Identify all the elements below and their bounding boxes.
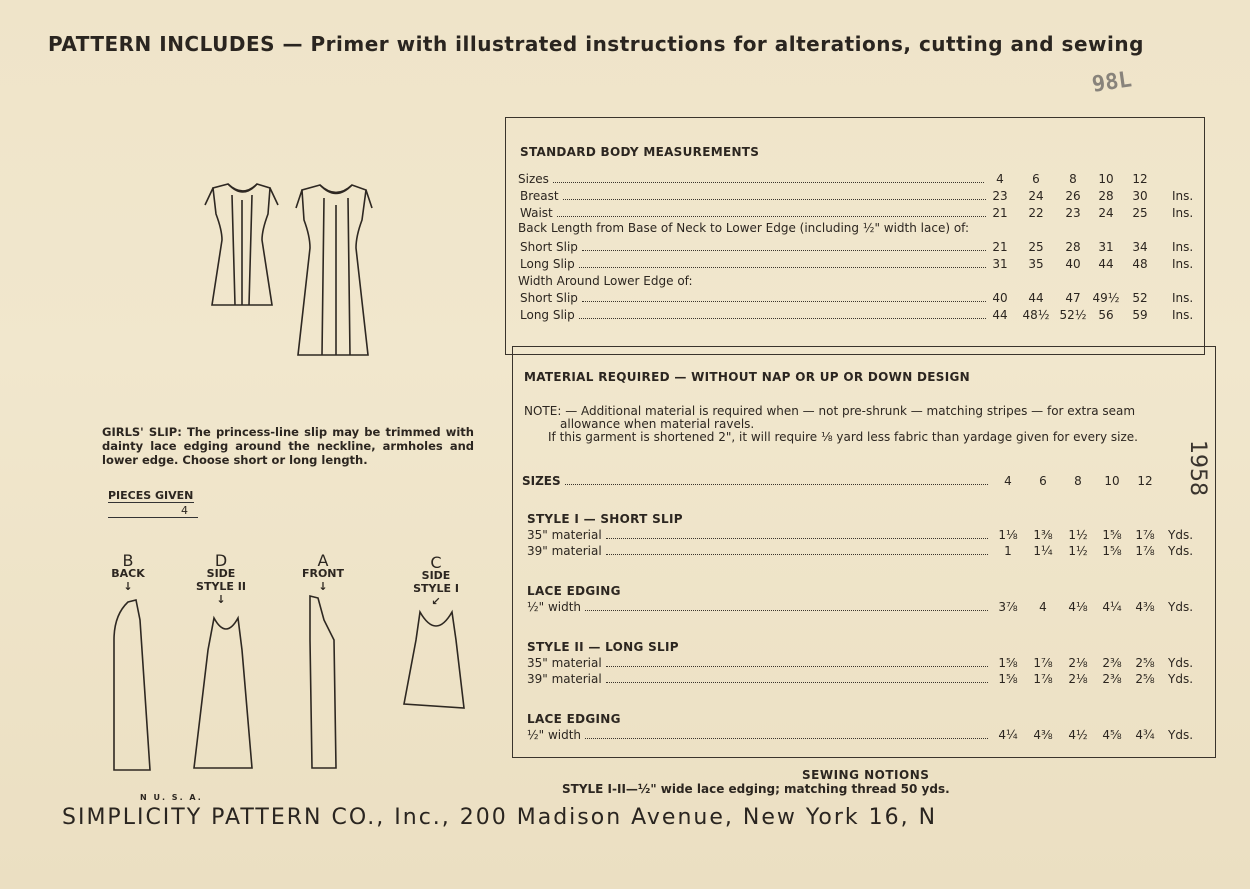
measurement-row: [520, 257, 990, 271]
measurement-value: 6: [1032, 172, 1040, 186]
measurement-value: 56: [1098, 308, 1114, 322]
measurement-value: 44: [1098, 257, 1114, 271]
dot-leader: [585, 610, 988, 611]
measurement-label: Short Slip: [520, 240, 578, 254]
material-group-title: LACE EDGING: [527, 584, 621, 598]
material-group-title: LACE EDGING: [527, 712, 621, 726]
dot-leader: [606, 682, 988, 683]
measurement-row: [520, 206, 990, 220]
piece-name: SIDE STYLE II: [196, 567, 246, 593]
material-value: 2⅛: [1068, 656, 1088, 670]
measurement-value: 4: [996, 172, 1004, 186]
piece-back-outline: [114, 600, 150, 770]
measurement-value: 28: [1065, 240, 1081, 254]
measurement-label: Sizes: [518, 172, 549, 186]
measurement-value: 48½: [1022, 308, 1050, 322]
material-unit: Yds.: [1168, 672, 1194, 686]
measurement-value: 23: [992, 189, 1008, 203]
piece-name: FRONT: [301, 567, 345, 580]
dot-leader: [579, 267, 986, 268]
measurement-value: 44: [1028, 291, 1044, 305]
material-value: 1⅞: [1135, 544, 1155, 558]
dot-leader: [565, 484, 988, 485]
piece-letter: C: [430, 553, 442, 572]
sizes-header-value: 8: [1074, 474, 1082, 488]
material-value: 4⅛: [1068, 600, 1088, 614]
material-value: 1⅞: [1033, 672, 1053, 686]
piece-label-side-style1: C SIDE STYLE I ↙: [413, 553, 459, 608]
material-label: ½" width: [527, 728, 582, 742]
pattern-number: 1958: [1185, 440, 1210, 496]
material-value: 1¼: [1033, 544, 1053, 558]
sizes-header-value: 10: [1104, 474, 1120, 488]
sizes-header-label: SIZES: [522, 474, 561, 488]
material-row: [527, 728, 992, 742]
measurement-row: [518, 221, 1058, 235]
material-note-1: NOTE: — Additional material is required when — not pre-shrunk — matching stripes — for extra seam: [524, 404, 1136, 418]
piece-letter: B: [122, 551, 134, 570]
material-value: 4¼: [1102, 600, 1122, 614]
material-value: 2⅜: [1102, 672, 1122, 686]
piece-side-style1-outline: [404, 612, 464, 708]
dot-leader: [606, 554, 988, 555]
material-value: 3⅞: [998, 600, 1018, 614]
measurement-value: 25: [1132, 206, 1148, 220]
material-unit: Yds.: [1168, 728, 1194, 742]
dot-leader: [582, 250, 986, 251]
material-label: 35" material: [527, 656, 602, 670]
material-value: 4⅝: [1102, 728, 1122, 742]
measurement-value: 48: [1132, 257, 1148, 271]
pattern-includes-header: PATTERN INCLUDES — Primer with illustrated instructions for alterations, cutting and sewing: [48, 32, 1144, 56]
dot-leader: [557, 216, 986, 217]
garment-description: GIRLS' SLIP: The princess-line slip may be trimmed with dainty lace edging around the neckline, armholes and lower edge. Choose short or long length.: [102, 425, 474, 467]
long-slip-drawing: [296, 185, 372, 355]
measurement-value: 30: [1132, 189, 1148, 203]
material-value: 4⅜: [1135, 600, 1155, 614]
measurement-value: 12: [1132, 172, 1148, 186]
sewing-notions-text: STYLE I-II—½" wide lace edging; matching thread 50 yds.: [562, 782, 950, 796]
measurements-title: STANDARD BODY MEASUREMENTS: [520, 145, 760, 159]
material-label: 35" material: [527, 528, 602, 542]
material-row: [527, 528, 992, 542]
measurement-label: Waist: [520, 206, 553, 220]
material-value: 1½: [1068, 544, 1088, 558]
sizes-header-row: [522, 474, 992, 488]
material-value: 1: [1004, 544, 1012, 558]
measurement-label: Long Slip: [520, 257, 575, 271]
sizes-header-value: 4: [1004, 474, 1012, 488]
material-value: 4⅜: [1033, 728, 1053, 742]
sizes-header-value: 6: [1039, 474, 1047, 488]
measurement-row: [520, 189, 990, 203]
measurement-value: 52½: [1059, 308, 1087, 322]
dot-leader: [606, 538, 988, 539]
material-value: 2⅝: [1135, 672, 1155, 686]
measurement-value: 22: [1028, 206, 1044, 220]
material-label: 39" material: [527, 672, 602, 686]
material-value: 4: [1039, 600, 1047, 614]
measurement-value: 26: [1065, 189, 1081, 203]
piece-label-front: A FRONT ↓: [301, 551, 345, 593]
material-value: 1⅞: [1135, 528, 1155, 542]
material-value: 4¼: [998, 728, 1018, 742]
measurement-value: 21: [992, 206, 1008, 220]
measurement-unit: Ins.: [1172, 189, 1194, 203]
measurement-value: 31: [1098, 240, 1114, 254]
measurement-unit: Ins.: [1172, 240, 1194, 254]
material-value: 1⅛: [998, 528, 1018, 542]
material-label: ½" width: [527, 600, 582, 614]
measurement-value: 31: [992, 257, 1008, 271]
piece-side-style2-outline: [194, 618, 252, 768]
measurement-row: [520, 240, 990, 254]
measurement-value: 10: [1098, 172, 1114, 186]
measurement-value: 28: [1098, 189, 1114, 203]
measurement-label: Short Slip: [520, 291, 578, 305]
material-value: 2⅜: [1102, 656, 1122, 670]
pieces-count: 4: [181, 504, 188, 517]
measurement-value: 44: [992, 308, 1008, 322]
measurement-label: Long Slip: [520, 308, 575, 322]
measurement-unit: Ins.: [1172, 257, 1194, 271]
measurement-value: 24: [1098, 206, 1114, 220]
piece-label-back: B BACK ↓: [108, 554, 148, 593]
material-title: MATERIAL REQUIRED — WITHOUT NAP OR UP OR DOWN DESIGN: [524, 370, 970, 384]
material-value: 4½: [1068, 728, 1088, 742]
measurement-row: [518, 172, 988, 186]
measurement-row: [520, 308, 990, 322]
sewing-notions-title: SEWING NOTIONS: [802, 768, 930, 782]
material-value: 1⅝: [998, 656, 1018, 670]
measurement-row: [520, 291, 990, 305]
measurement-value: 23: [1065, 206, 1081, 220]
measurement-label: Breast: [520, 189, 559, 203]
piece-name: BACK: [111, 567, 145, 580]
pieces-underline: [108, 502, 194, 503]
material-row: [527, 600, 992, 614]
material-group-title: STYLE II — LONG SLIP: [527, 640, 679, 654]
piece-letter: A: [317, 551, 329, 570]
material-row: [527, 544, 992, 558]
measurement-unit: Ins.: [1172, 308, 1194, 322]
material-group-title: STYLE I — SHORT SLIP: [527, 512, 683, 526]
pieces-rule: [108, 517, 198, 518]
piece-letter: D: [214, 551, 228, 570]
measurement-value: 47: [1065, 291, 1081, 305]
measurement-unit: Ins.: [1172, 291, 1194, 305]
publisher-footer: SIMPLICITY PATTERN CO., Inc., 200 Madison Avenue, New York 16, N: [62, 805, 938, 830]
measurement-label: Back Length from Base of Neck to Lower Edge (including ½" width lace) of:: [518, 221, 970, 235]
dot-leader: [606, 666, 988, 667]
measurement-value: 52: [1132, 291, 1148, 305]
material-unit: Yds.: [1168, 544, 1194, 558]
measurement-row: [518, 274, 1058, 288]
dot-leader: [582, 301, 986, 302]
measurement-value: 21: [992, 240, 1008, 254]
measurement-value: 59: [1132, 308, 1148, 322]
material-value: 1⅝: [998, 672, 1018, 686]
measurement-value: 24: [1028, 189, 1044, 203]
material-label: 39" material: [527, 544, 602, 558]
piece-label-side-style2: D SIDE STYLE II ↓: [192, 554, 250, 606]
dot-leader: [579, 318, 986, 319]
material-row: [527, 656, 992, 670]
material-row: [527, 672, 992, 686]
measurement-value: 35: [1028, 257, 1044, 271]
ink-stamp: 98L: [1090, 67, 1134, 98]
dot-leader: [553, 182, 984, 183]
material-note-3: If this garment is shortened 2", it will require ⅛ yard less fabric than yardage given for every size.: [548, 430, 1138, 444]
measurement-unit: Ins.: [1172, 206, 1194, 220]
piece-front-outline: [310, 596, 336, 768]
measurement-label: Width Around Lower Edge of:: [518, 274, 693, 288]
material-value: 1⅝: [1102, 528, 1122, 542]
measurement-value: 49½: [1092, 291, 1120, 305]
material-value: 1⅝: [1102, 544, 1122, 558]
dot-leader: [585, 738, 988, 739]
measurement-value: 40: [1065, 257, 1081, 271]
material-value: 1⅜: [1033, 528, 1053, 542]
material-unit: Yds.: [1168, 656, 1194, 670]
sizes-header-value: 12: [1137, 474, 1153, 488]
short-slip-drawing: [205, 184, 278, 305]
made-in-usa: N U. S. A.: [140, 793, 203, 802]
material-value: 4¾: [1135, 728, 1155, 742]
measurement-value: 34: [1132, 240, 1148, 254]
material-value: 2⅝: [1135, 656, 1155, 670]
material-unit: Yds.: [1168, 600, 1194, 614]
material-value: 2⅛: [1068, 672, 1088, 686]
measurement-value: 25: [1028, 240, 1044, 254]
pieces-given-label: PIECES GIVEN: [108, 489, 194, 502]
material-note-2: allowance when material ravels.: [560, 417, 755, 431]
measurement-value: 8: [1069, 172, 1077, 186]
material-value: 1⅞: [1033, 656, 1053, 670]
dot-leader: [563, 199, 986, 200]
material-unit: Yds.: [1168, 528, 1194, 542]
material-value: 1½: [1068, 528, 1088, 542]
measurement-value: 40: [992, 291, 1008, 305]
piece-name: SIDE STYLE I: [413, 569, 459, 595]
